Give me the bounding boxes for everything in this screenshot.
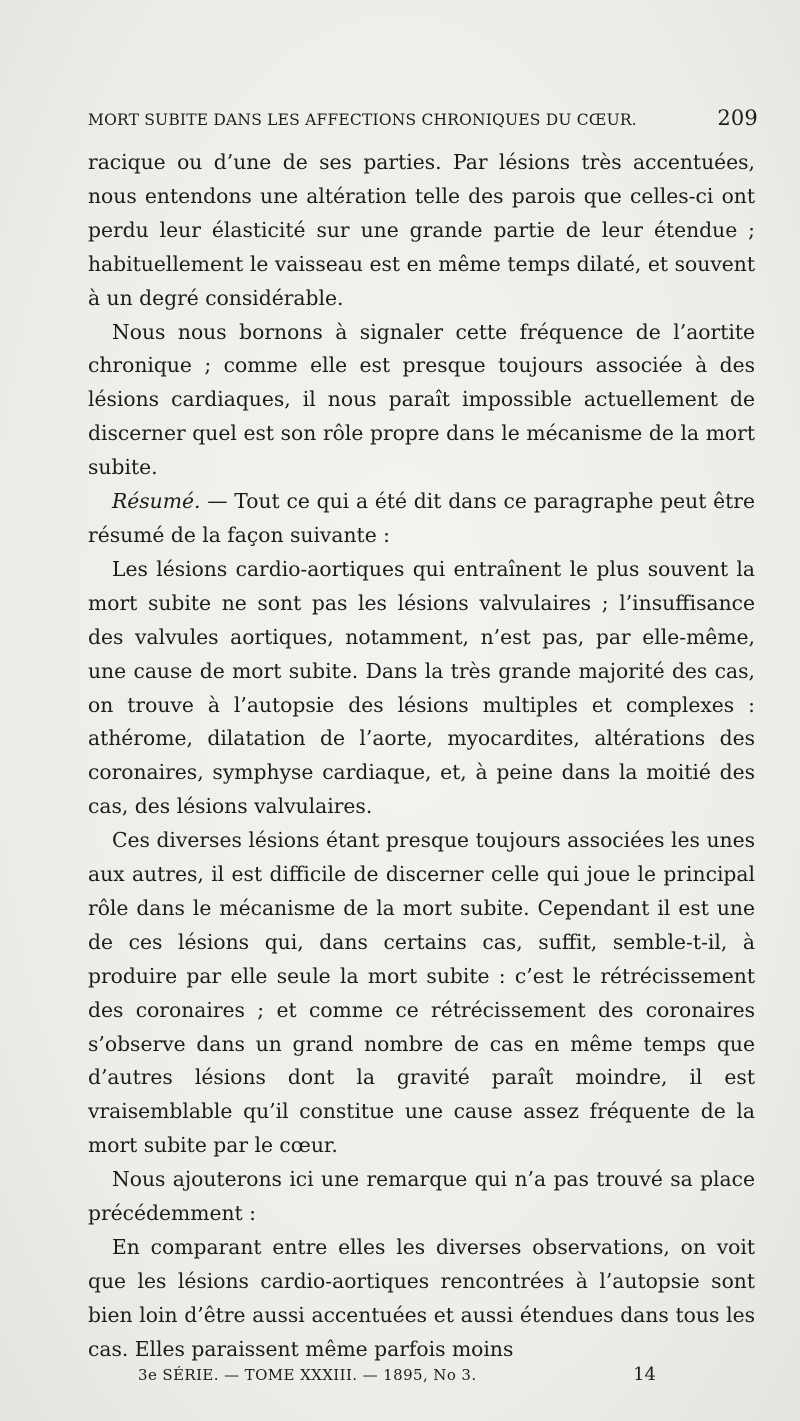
paragraph-2: Nous nous bornons à signaler cette fréquence de l’aortite chronique ; comme elle est presque toujours associée à des lésions cardiaques, il nous paraît impossible actuellement de discerner quel est son rôle propre dans le mécanisme de la mort subite. [88, 319, 755, 480]
running-title: MORT SUBITE DANS LES AFFECTIONS CHRONIQUES DU CŒUR. [88, 111, 637, 129]
body-text [88, 146, 755, 1367]
resume-label: Résumé. [112, 489, 201, 514]
paragraph-3 [88, 485, 755, 553]
running-header [88, 108, 758, 138]
paragraph-4: Les lésions cardio-aortiques qui entraînent le plus souvent la mort subite ne sont pas les lésions valvulaires ; l’insuffisance des valvules aortiques, notamment, n’est pas, par elle-même, une cause de mort subite. Dans la très grande majorité des cas, on trouve à l’autopsie des lésions multiples et complexes : athérome, dilatation de l’aorte, myocardites, altérations des coronaires, symphyse cardiaque, et, à peine dans la moitié des cas, des lésions valvulaires. [88, 556, 755, 819]
paragraph-5: Ces diverses lésions étant presque toujours associées les unes aux autres, il est difficile de discerner celle qui joue le principal rôle dans le mécanisme de la mort subite. Cependant il est une de ces lésions qui, dans certains cas, suffit, semble-t-il, à produire par elle seule la mort subite : c’est le rétrécissement des coronaires ; et comme ce rétrécissement des coronaires s’observe dans un grand nombre de cas en même temps que d’autres lésions dont la gravité paraît moindre, il est vraisemblable qu’il constitue une cause assez fréquente de la mort subite par le cœur. [88, 828, 755, 1158]
paragraph-6: Nous ajouterons ici une remarque qui n’a pas trouvé sa place précédemment : [88, 1167, 755, 1226]
series-line: 3e SÉRIE. — TOME XXXIII. — 1895, No 3. [138, 1366, 477, 1384]
page-number: 209 [717, 106, 758, 130]
paragraph-7: En comparant entre elles les diverses observations, on voit que les lésions cardio-aortiques rencontrées à l’autopsie sont bien loin d’être aussi accentuées et aussi étendues dans tous les cas. Elles paraissent même parfois moins [88, 1235, 755, 1361]
resume-text: — Tout ce qui a été dit dans ce paragraphe peut être résumé de la façon suivante : [88, 489, 755, 547]
signature-mark: 14 [633, 1364, 656, 1385]
paragraph-1: racique ou d’une de ses parties. Par lésions très accentuées, nous entendons une altération telle des parois que celles-ci ont perdu leur élasticité sur une grande partie de leur étendue ; habituellement le vaisseau est en même temps dilaté, et souvent à un degré considérable. [88, 150, 755, 310]
page-footer [138, 1364, 658, 1394]
